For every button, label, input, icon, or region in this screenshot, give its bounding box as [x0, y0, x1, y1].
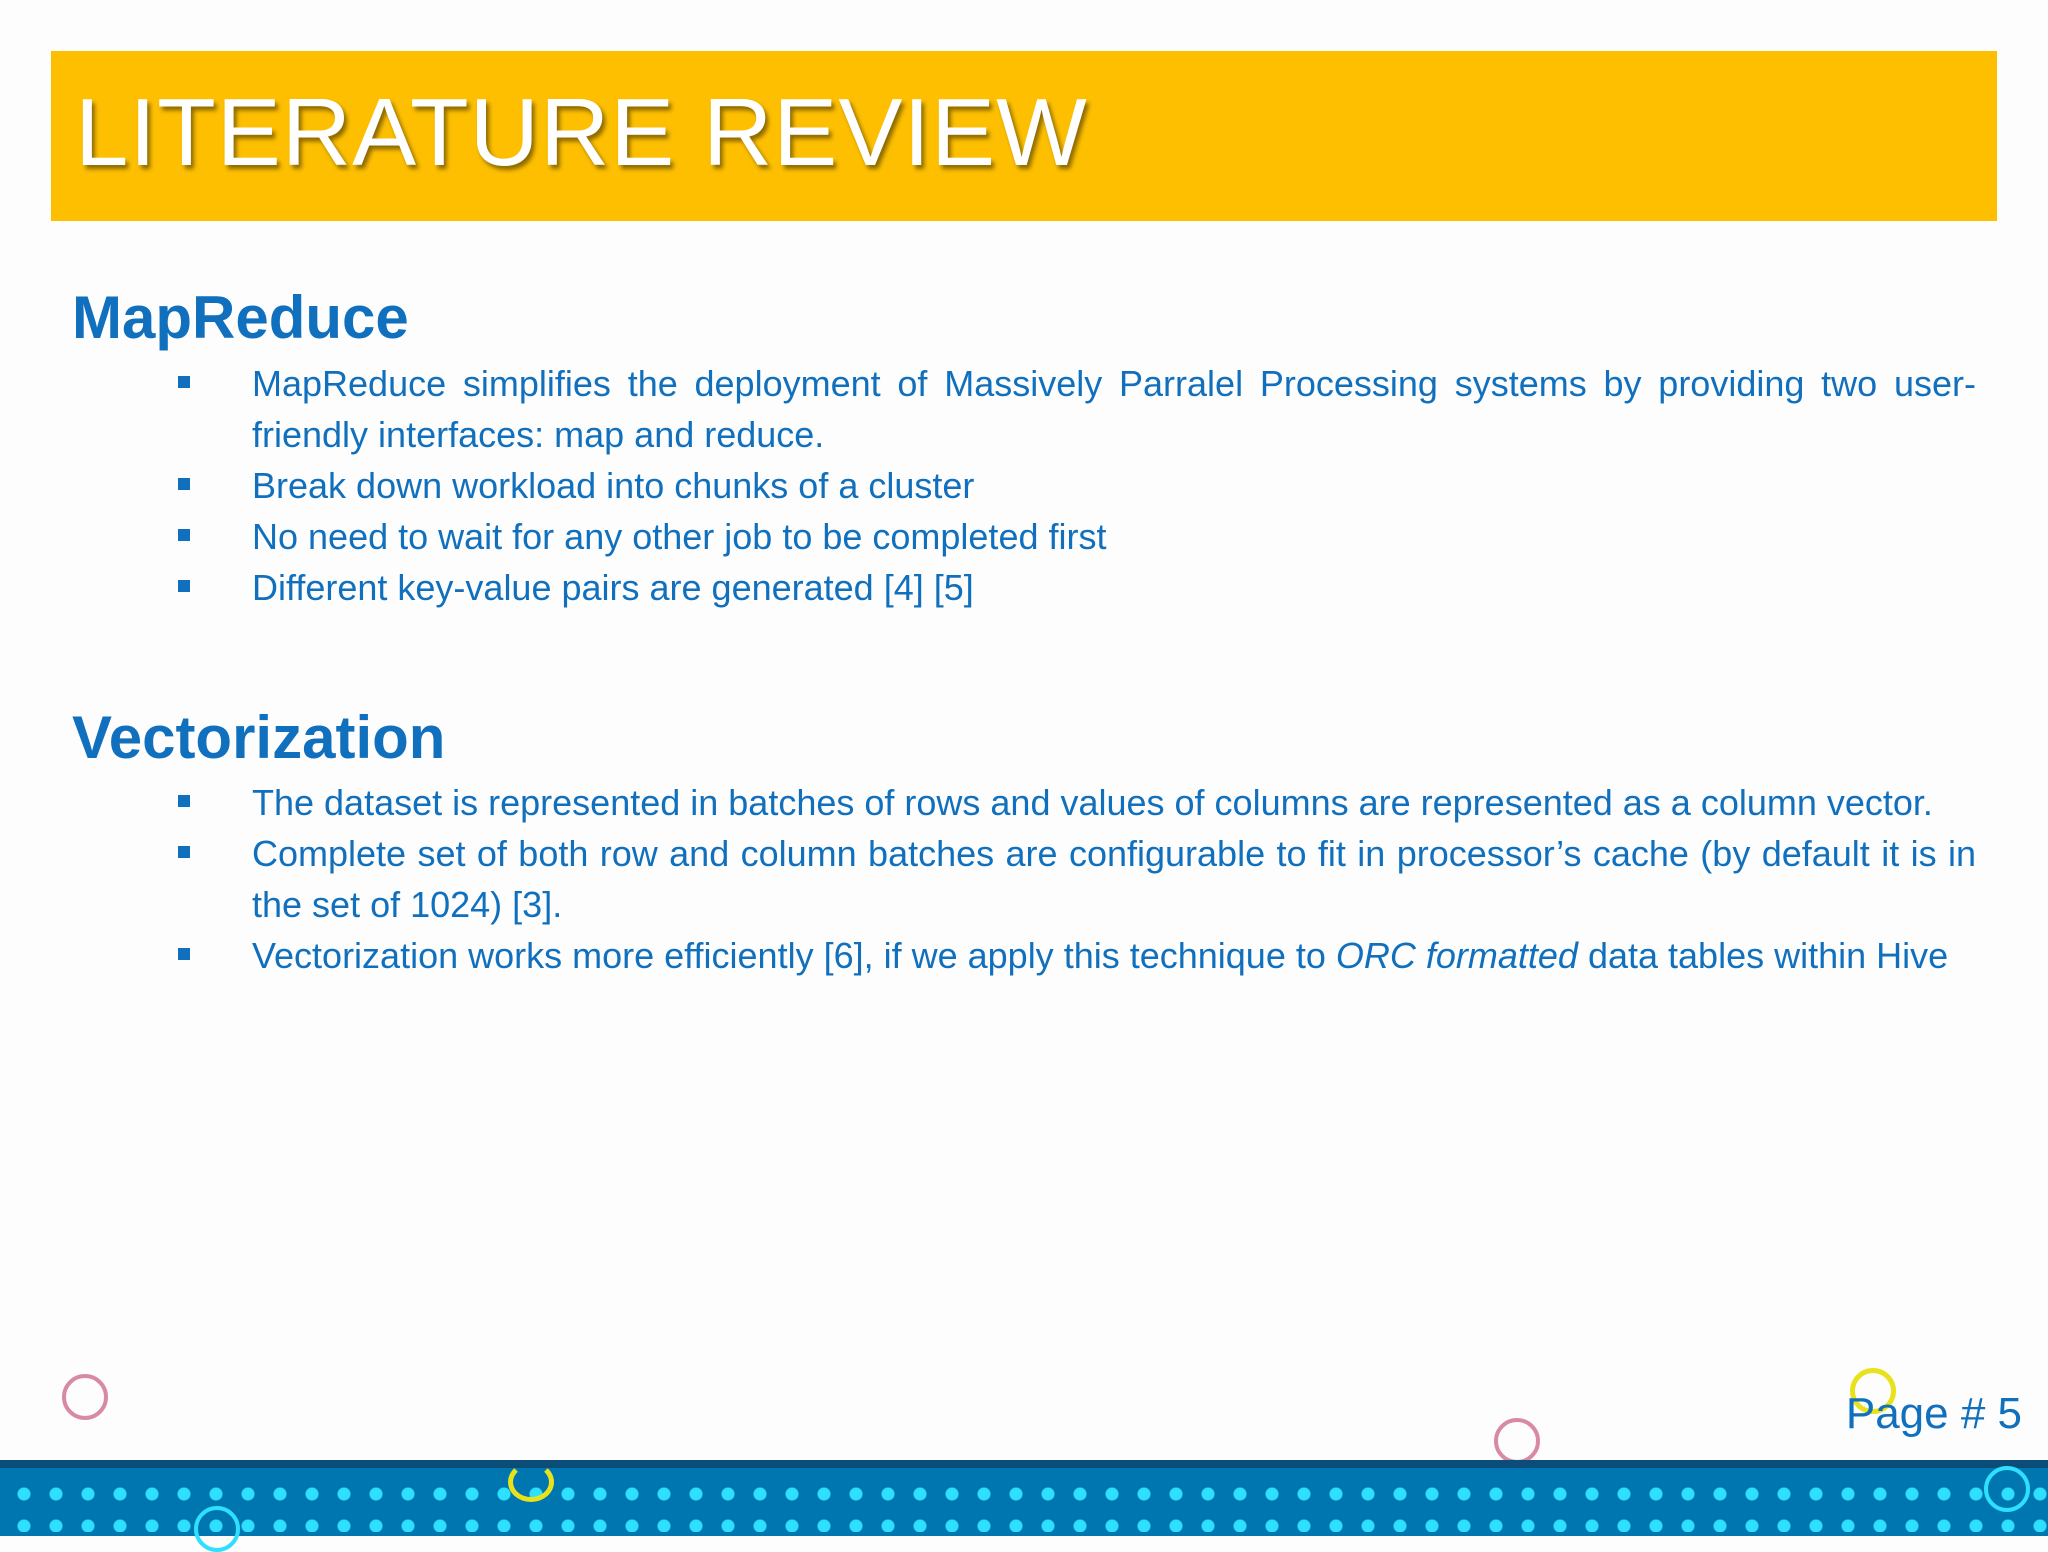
- bullet-text-start: Vectorization works more efficiently [6], if we apply this technique to: [252, 935, 1336, 976]
- mapreduce-bullet-list: [176, 358, 1976, 613]
- bullet-text: The dataset is represented in batches of rows and values of columns are represented as a column vector.: [252, 782, 1933, 823]
- square-bullet-icon: [178, 795, 190, 807]
- decorative-ring-icon: [1984, 1466, 2030, 1512]
- section-heading-vectorization: Vectorization: [72, 704, 446, 771]
- list-item: [176, 511, 1976, 562]
- decorative-ring-icon: [62, 1374, 108, 1420]
- bullet-text-end: data tables within Hive: [1577, 935, 1949, 976]
- section-heading-mapreduce: MapReduce: [72, 284, 409, 351]
- page-number: Page # 5: [1845, 1389, 2022, 1438]
- bullet-text: Complete set of both row and column batches are configurable to fit in processor’s cache (by default it is in the set of 1024) [3].: [252, 833, 1976, 925]
- square-bullet-icon: [178, 846, 190, 858]
- bullet-text: MapReduce simplifies the deployment of Massively Parralel Processing systems by providing two user-friendly interfaces: map and reduce.: [252, 363, 1976, 455]
- square-bullet-icon: [178, 478, 190, 490]
- bullet-text: Break down workload into chunks of a cluster: [252, 465, 975, 506]
- list-item: [176, 562, 1976, 613]
- decorative-ring-icon: [508, 1462, 554, 1502]
- list-item: [176, 358, 1976, 460]
- list-item: [176, 460, 1976, 511]
- bullet-text: No need to wait for any other job to be completed first: [252, 516, 1107, 557]
- slide-title: LITERATURE REVIEW: [75, 79, 1088, 186]
- bullet-text-emphasis: ORC formatted: [1335, 935, 1578, 976]
- square-bullet-icon: [178, 529, 190, 541]
- square-bullet-icon: [178, 948, 190, 960]
- list-item: [176, 828, 1976, 930]
- decorative-ring-icon: [194, 1506, 240, 1552]
- list-item: [176, 930, 1976, 981]
- footer-dotted-band: [0, 1460, 2048, 1536]
- decorative-ring-icon: [1494, 1418, 1540, 1464]
- square-bullet-icon: [178, 376, 190, 388]
- square-bullet-icon: [178, 580, 190, 592]
- title-bar: [51, 51, 1997, 221]
- list-item: [176, 777, 1976, 828]
- bullet-text: Different key-value pairs are generated [4] [5]: [252, 567, 974, 608]
- vectorization-bullet-list: [176, 777, 1976, 981]
